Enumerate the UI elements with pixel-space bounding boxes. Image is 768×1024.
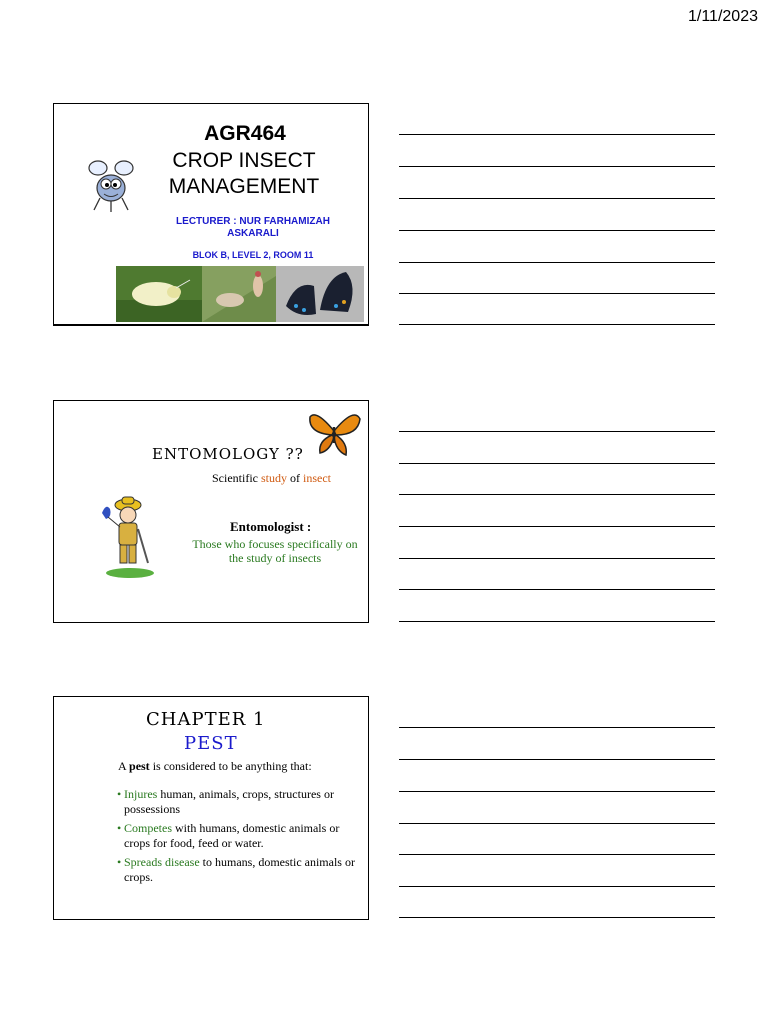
pest-intro — [118, 759, 312, 774]
monarch-butterfly-icon — [306, 407, 362, 457]
note-line — [399, 759, 715, 760]
intro-a: A — [118, 759, 130, 773]
note-line — [399, 791, 715, 792]
butterfly-photo — [276, 266, 364, 322]
chapter-heading: CHAPTER 1 — [146, 709, 266, 730]
definition-study: study — [260, 471, 287, 485]
list-item — [118, 855, 368, 885]
note-line — [399, 621, 715, 622]
insect-photo-strip — [116, 266, 364, 322]
bullet-icon: • — [117, 855, 122, 869]
bullet-key: Spreads disease — [124, 855, 200, 869]
room-location: BLOK B, LEVEL 2, ROOM 11 — [192, 250, 314, 260]
course-title-line2: MANAGEMENT — [168, 175, 320, 198]
bullet-text: with humans, domestic animals or crops for food, feed or water. — [124, 821, 340, 850]
intro-pest-bold: pest — [129, 759, 150, 773]
intro-rest: is considered to be anything that: — [149, 759, 312, 773]
note-line — [399, 262, 715, 263]
entomologist-label: Entomologist : — [230, 519, 312, 534]
definition-of: of — [287, 471, 303, 485]
lecturer-name: LECTURER : NUR FARHAMIZAH ASKARALI — [176, 216, 330, 239]
entomology-definition — [212, 471, 331, 486]
pest-criteria-list — [118, 787, 368, 889]
note-line — [399, 230, 715, 231]
note-line — [399, 727, 715, 728]
note-line — [399, 558, 715, 559]
pest-heading: PEST — [184, 733, 238, 754]
note-line — [399, 917, 715, 918]
slide-3-pest — [53, 696, 369, 920]
bullet-key: Injures — [124, 787, 158, 801]
note-line — [399, 134, 715, 135]
bullet-key: Competes — [124, 821, 172, 835]
note-line — [399, 166, 715, 167]
bullet-icon: • — [117, 787, 122, 801]
course-code: AGR464 — [204, 122, 286, 145]
definition-insect: insect — [303, 471, 331, 485]
note-line — [399, 431, 715, 432]
list-item — [118, 787, 368, 817]
note-line — [399, 886, 715, 887]
course-title-line1: CROP INSECT — [172, 149, 316, 172]
explorer-kid-icon — [98, 493, 156, 579]
note-line — [399, 854, 715, 855]
entomologist-description: Those who focuses specifically on the study of insects — [192, 537, 358, 565]
note-line — [399, 589, 715, 590]
caterpillar-photo — [202, 266, 276, 322]
note-line — [399, 494, 715, 495]
definition-text: Scientific — [212, 471, 261, 485]
whitefly-photo — [116, 266, 202, 322]
note-line — [399, 463, 715, 464]
bullet-text: human, animals, crops, structures or possessions — [124, 787, 334, 816]
note-line — [399, 823, 715, 824]
note-line — [399, 324, 715, 325]
note-line — [399, 526, 715, 527]
note-line — [399, 198, 715, 199]
entomology-heading: ENTOMOLOGY ?? — [152, 445, 304, 463]
bullet-icon: • — [117, 821, 122, 835]
note-line — [399, 293, 715, 294]
print-date: 1/11/2023 — [688, 8, 758, 25]
slide-2-entomology — [53, 400, 369, 623]
list-item — [118, 821, 368, 851]
fly-cartoon-icon — [84, 156, 138, 214]
slide-1-course-title — [53, 103, 369, 326]
course-title — [144, 148, 344, 200]
bullet-text: to humans, domestic animals or crops. — [124, 855, 355, 884]
